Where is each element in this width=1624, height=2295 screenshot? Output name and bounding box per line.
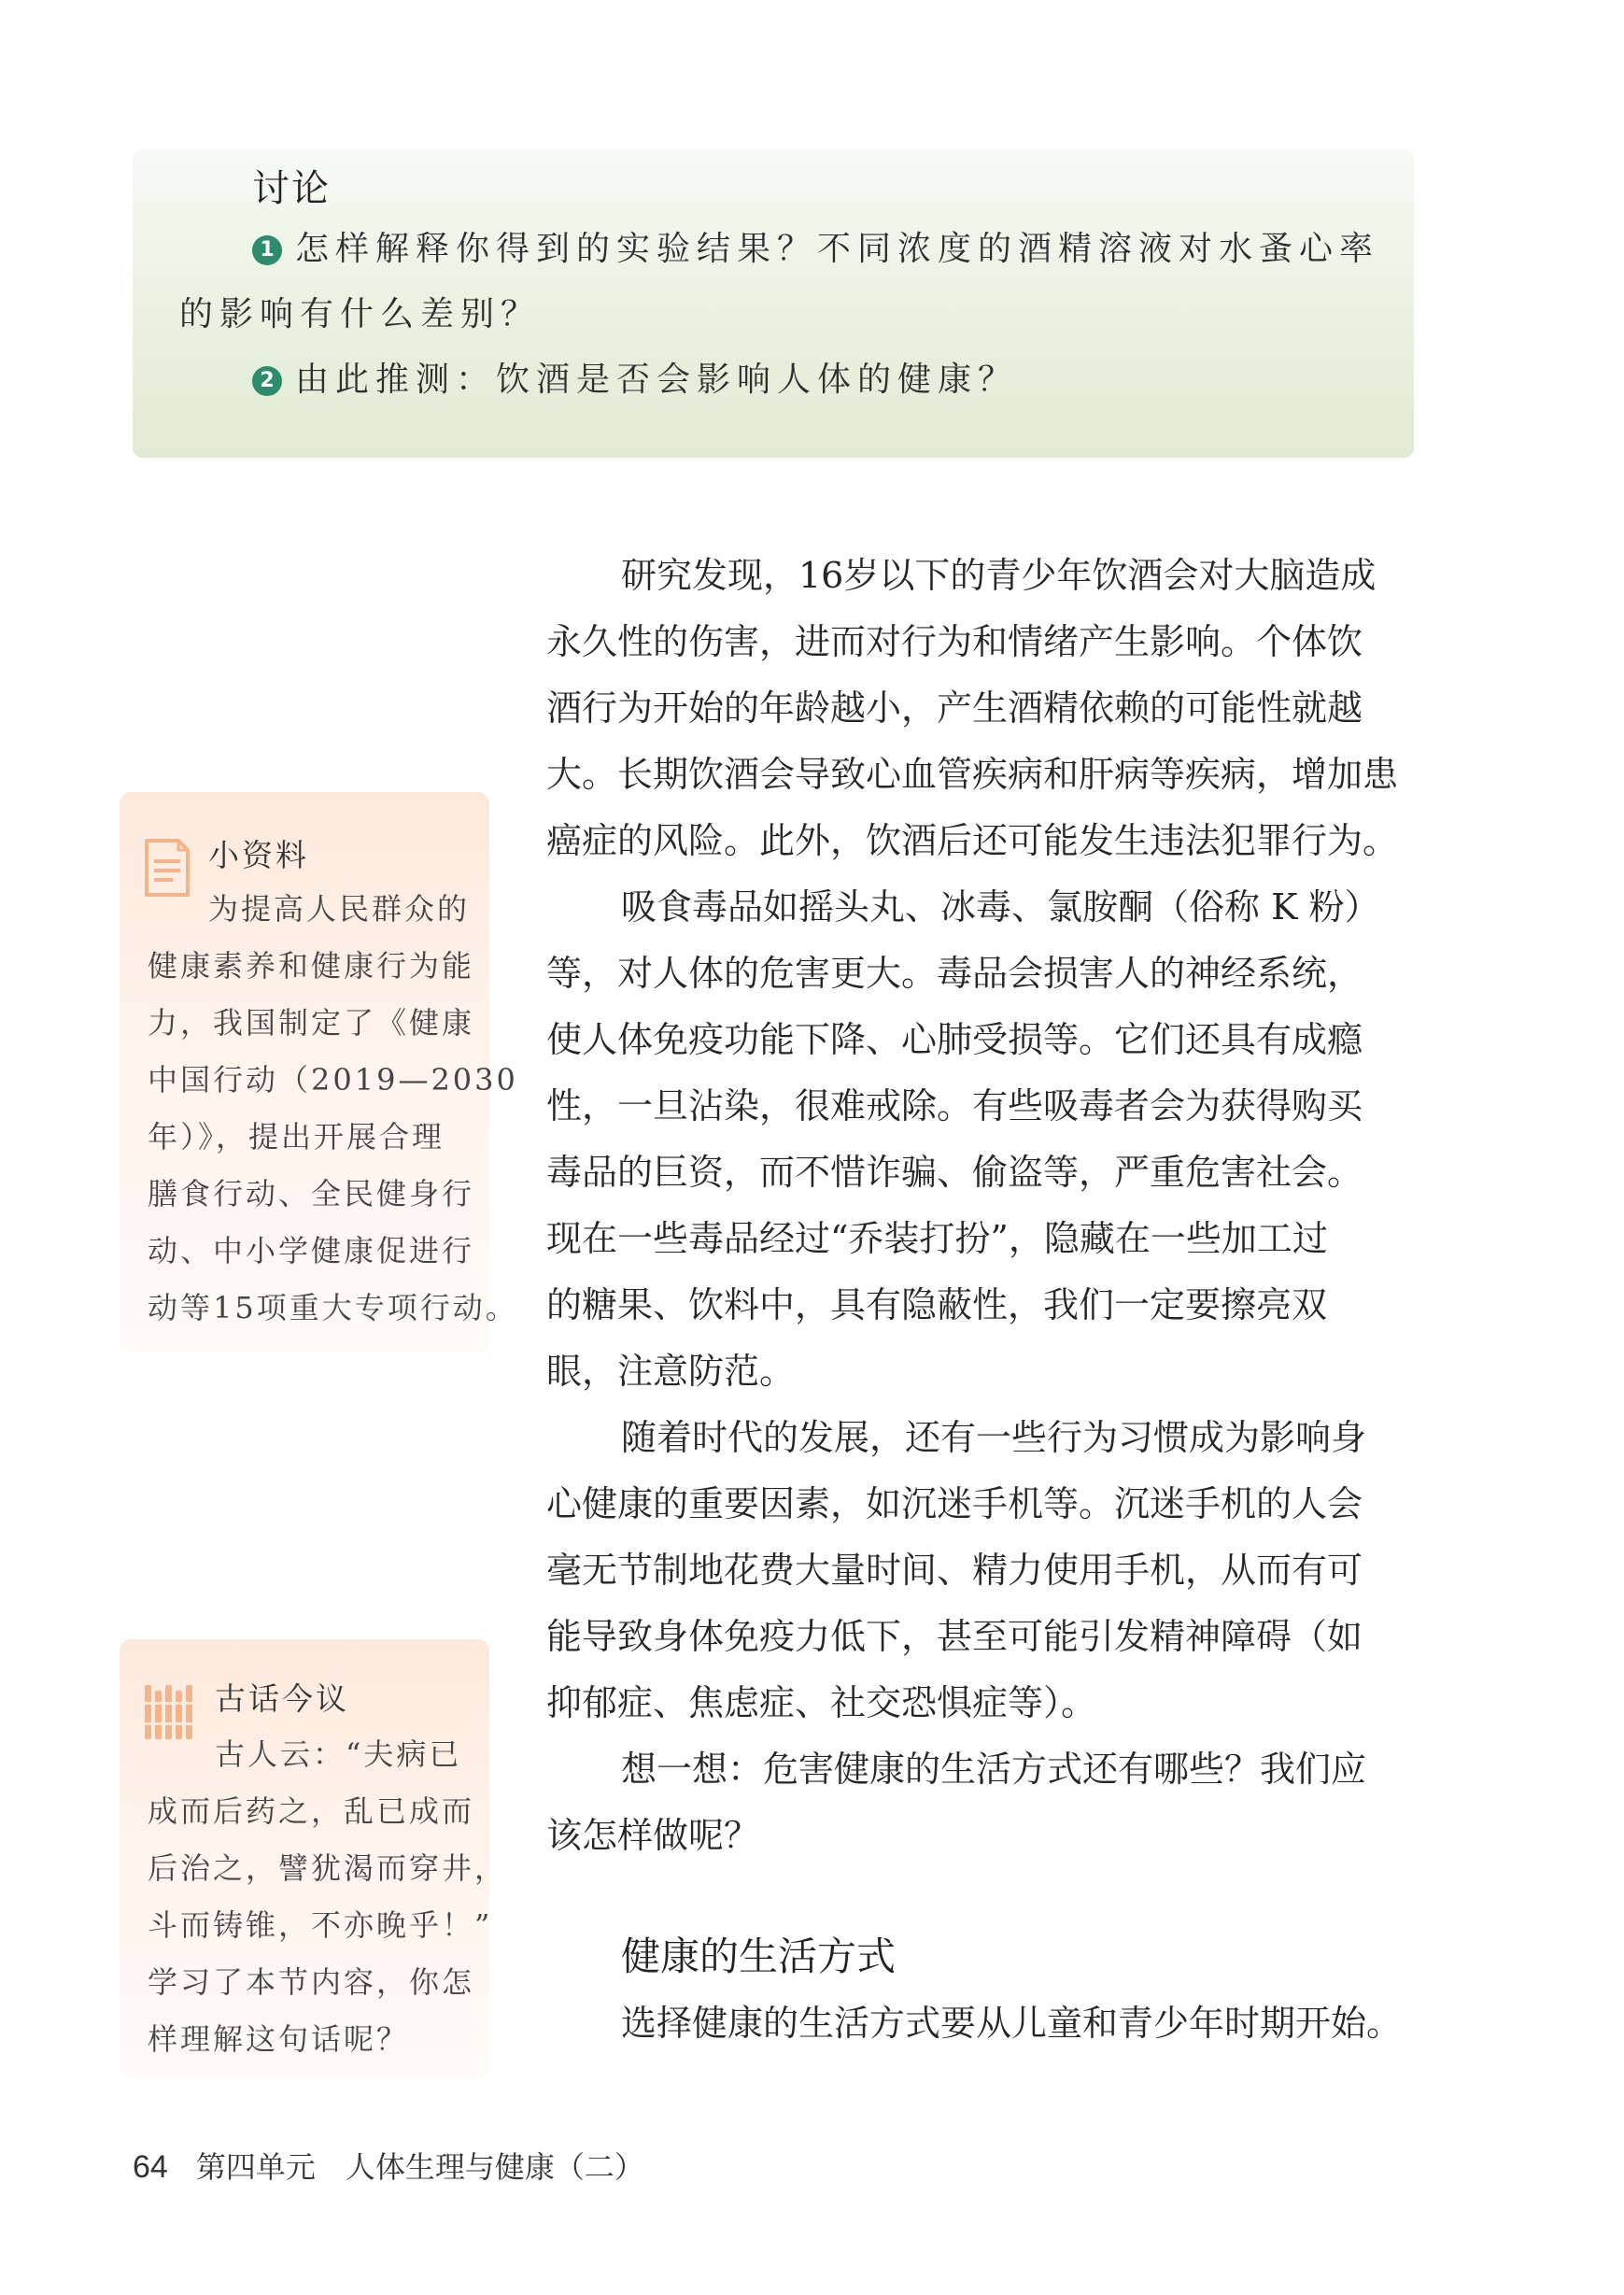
sidebar-info-line: 膳食行动、全民健身行	[148, 1176, 475, 1211]
unit-title: 第四单元 人体生理与健康（二）	[195, 2149, 644, 2185]
sidebar-quote-line: 后治之，譬犹渴而穿井，	[148, 1850, 508, 1886]
sidebar-quote-box	[120, 1639, 508, 2078]
body-line: 毫无节制地花费大量时间、精力使用手机，从而有可	[546, 1550, 1363, 1591]
question-number-2-badge: 2	[252, 366, 282, 396]
sidebar-quote-line: 斗而铸锥，不亦晚乎！”	[148, 1907, 493, 1943]
body-line: 能导致身体免疫力低下，甚至可能引发精神障碍（如	[546, 1616, 1363, 1657]
body-line: 大。长期饮酒会导致心血管疾病和肝病等疾病，增加患	[546, 754, 1399, 795]
body-line: 酒行为开始的年龄越小，产生酒精依赖的可能性就越	[546, 687, 1363, 729]
page-number: 64	[133, 2149, 168, 2185]
body-line: 随着时代的发展，还有一些行为习惯成为影响身	[621, 1417, 1367, 1458]
body-line: 永久性的伤害，进而对行为和情绪产生影响。个体饮	[546, 621, 1363, 662]
document-icon	[143, 837, 191, 902]
body-line: 该怎样做呢？	[546, 1815, 760, 1856]
bamboo-slips-icon	[143, 1681, 199, 1747]
body-line: 毒品的巨资，而不惜诈骗、偷盗等，严重危害社会。	[546, 1152, 1363, 1193]
body-line: 使人体免疫功能下降、心肺受损等。它们还具有成瘾	[546, 1019, 1363, 1060]
discussion-question-1-cont: 的影响有什么差别？	[179, 295, 542, 333]
sidebar-quote-line: 成而后药之，乱已成而	[148, 1793, 475, 1829]
section-text: 选择健康的生活方式要从儿童和青少年时期开始。	[621, 2003, 1403, 2044]
sidebar-info-title: 小资料	[208, 837, 309, 873]
sidebar-info-line: 动等15项重大专项行动。	[148, 1290, 518, 1325]
sidebar-info-line: 动、中小学健康促进行	[148, 1233, 475, 1268]
body-line: 性，一旦沾染，很难戒除。有些吸毒者会为获得购买	[546, 1085, 1363, 1126]
sidebar-info-line: 力，我国制定了《健康	[148, 1005, 475, 1041]
sidebar-quote-title: 古话今议	[215, 1680, 349, 1717]
body-line: 心健康的重要因素，如沉迷手机等。沉迷手机的人会	[546, 1483, 1363, 1524]
sidebar-info-line: 年）》，提出开展合理	[148, 1119, 445, 1155]
sidebar-quote-line: 学习了本节内容，你怎	[148, 1964, 475, 2000]
discussion-question-1	[252, 222, 1379, 270]
sidebar-info-line: 健康素养和健康行为能	[148, 948, 475, 984]
discussion-title: 讨论	[252, 167, 331, 210]
body-line: 的糖果、饮料中，具有隐蔽性，我们一定要擦亮双	[546, 1284, 1328, 1325]
body-line: 眼，注意防范。	[546, 1351, 796, 1392]
page-footer	[133, 2144, 644, 2187]
body-line: 吸食毒品如摇头丸、冰毒、氯胺酮（俗称 K 粉）	[621, 886, 1380, 928]
body-line: 抑郁症、焦虑症、社交恐惧症等）。	[546, 1682, 1097, 1723]
sidebar-info-line: 为提高人民群众的	[208, 891, 471, 927]
sidebar-info-line: 中国行动（2019—2030	[148, 1062, 518, 1098]
body-line: 癌症的风险。此外，饮酒后还可能发生违法犯罪行为。	[546, 820, 1399, 861]
body-line: 现在一些毒品经过“乔装打扮”，隐藏在一些加工过	[546, 1218, 1328, 1259]
sidebar-info-box	[120, 792, 518, 1353]
sidebar-quote-line: 样理解这句话呢？	[148, 2021, 410, 2057]
question-1-text: 怎样解释你得到的实验结果？不同浓度的酒精溶液对水蚤心率	[295, 230, 1380, 268]
question-number-1-badge: 1	[252, 235, 282, 265]
body-line: 等，对人体的危害更大。毒品会损害人的神经系统，	[546, 953, 1363, 994]
discussion-question-2	[252, 353, 1018, 401]
body-line: 研究发现，16岁以下的青少年饮酒会对大脑造成	[621, 555, 1377, 596]
body-line: 想一想：危害健康的生活方式还有哪些？我们应	[621, 1749, 1367, 1790]
sidebar-quote-line: 古人云：“夫病已	[215, 1736, 462, 1772]
section-heading: 健康的生活方式	[621, 1934, 897, 1979]
question-2-text: 由此推测：饮酒是否会影响人体的健康？	[295, 361, 1019, 399]
discussion-box	[133, 149, 1414, 458]
